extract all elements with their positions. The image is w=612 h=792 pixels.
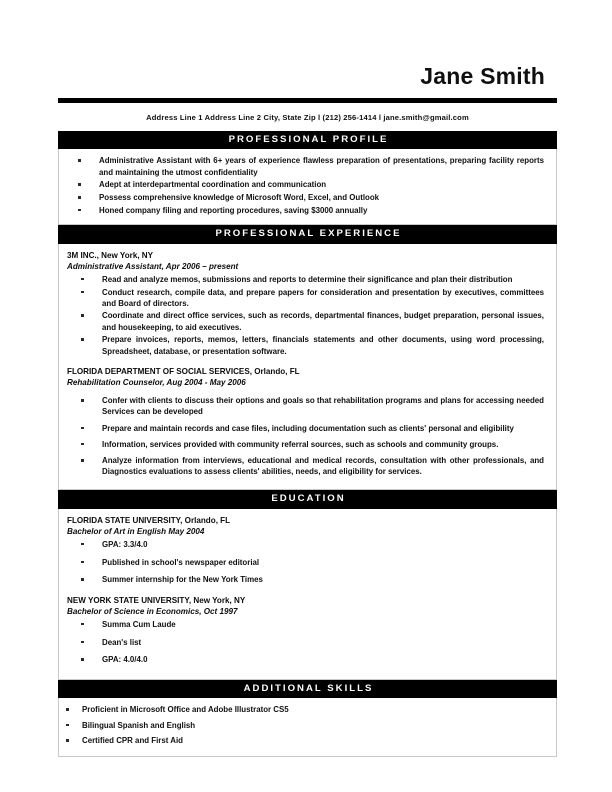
resume-header [58,0,557,103]
education-entry [64,595,548,666]
section-header-professional-experience: PROFESSIONAL EXPERIENCE [58,225,557,243]
list-item: Dean's list [67,637,548,648]
employer-name: 3M INC., New York, NY [67,250,154,260]
section-body-professional-profile [58,149,557,225]
list-item: Read and analyze memos, submissions and reports to determine their significance and plan their distribution [67,274,548,285]
list-item: Published in school's newspaper editorial [67,557,548,568]
list-item: Adept at interdepartmental coordination and communication [64,179,548,190]
resume-document [58,0,557,757]
list-item: Bilingual Spanish and English [64,720,548,731]
job-title-dates: Rehabilitation Counselor, Aug 2004 - May 2006 [67,378,246,388]
list-item: Honed company filing and reporting procedures, saving $3000 annually [64,205,548,216]
list-item: Proficient in Microsoft Office and Adobe Illustrator CS5 [64,704,548,715]
list-item: Conduct research, compile data, and prepare papers for consideration and presentation by executives, committees and Board of directors. [67,287,548,309]
section-header-additional-skills: ADDITIONAL SKILLS [58,680,557,698]
list-item: Prepare invoices, reports, memos, letters, financials statements and other documents, using word processing, Spreadsheet, database, or presentation software. [67,334,548,356]
employer-name: FLORIDA DEPARTMENT OF SOCIAL SERVICES, Orlando, FL [67,366,300,376]
list-item: Confer with clients to discuss their options and goals so that rehabilitation programs and plans for accessing needed Services can be developed [67,395,548,417]
section-body-additional-skills [58,698,557,757]
school-name: FLORIDA STATE UNIVERSITY, Orlando, FL [67,515,231,525]
list-item: Possess comprehensive knowledge of Microsoft Word, Excel, and Outlook [64,192,548,203]
list-item: Summa Cum Laude [67,619,548,630]
list-item: Information, services provided with community referral sources, such as schools and community groups. [67,439,548,450]
section-header-education: EDUCATION [58,490,557,508]
education-entry [64,515,548,586]
skills-bullet-list [64,704,548,747]
job-title-dates: Administrative Assistant, Apr 2006 – present [67,261,239,271]
degree-dates: Bachelor of Art in English May 2004 [67,526,205,536]
experience-entry [64,366,548,478]
degree-dates: Bachelor of Science in Economics, Oct 1997 [67,606,238,616]
experience-bullet-list [67,274,548,357]
section-header-professional-profile: PROFESSIONAL PROFILE [58,131,557,149]
list-item: GPA: 4.0/4.0 [67,654,548,665]
education-bullet-list [67,619,548,666]
section-body-education [58,509,557,680]
list-item: Administrative Assistant with 6+ years of experience flawless preparation of presentations, preparing facility reports and maintaining the utmost confidentiality [64,155,548,177]
section-body-professional-experience [58,244,557,491]
education-bullet-list [67,539,548,586]
contact-line: Address Line 1 Address Line 2 City, State Zip l (212) 256-1414 l jane.smith@gmail.com [146,113,469,123]
experience-bullet-list [67,395,548,477]
list-item: Analyze information from interviews, educational and medical records, consultation with other professionals, and Diagnostics evaluations to assess clients' abilities, needs, and eligibility for services. [67,455,548,477]
list-item: Prepare and maintain records and case files, including documentation such as clients' personal and eligibility [67,423,548,434]
list-item: Coordinate and direct office services, such as records, departmental finances, budget preparation, personal issues, and housekeeping, to aid executives. [67,310,548,332]
candidate-name: Jane Smith [420,63,545,89]
school-name: NEW YORK STATE UNIVERSITY, New York, NY [67,595,246,605]
profile-bullet-list [64,155,548,216]
experience-entry [64,250,548,357]
list-item: Summer internship for the New York Times [67,574,548,585]
list-item: GPA: 3.3/4.0 [67,539,548,550]
list-item: Certified CPR and First Aid [64,735,548,746]
